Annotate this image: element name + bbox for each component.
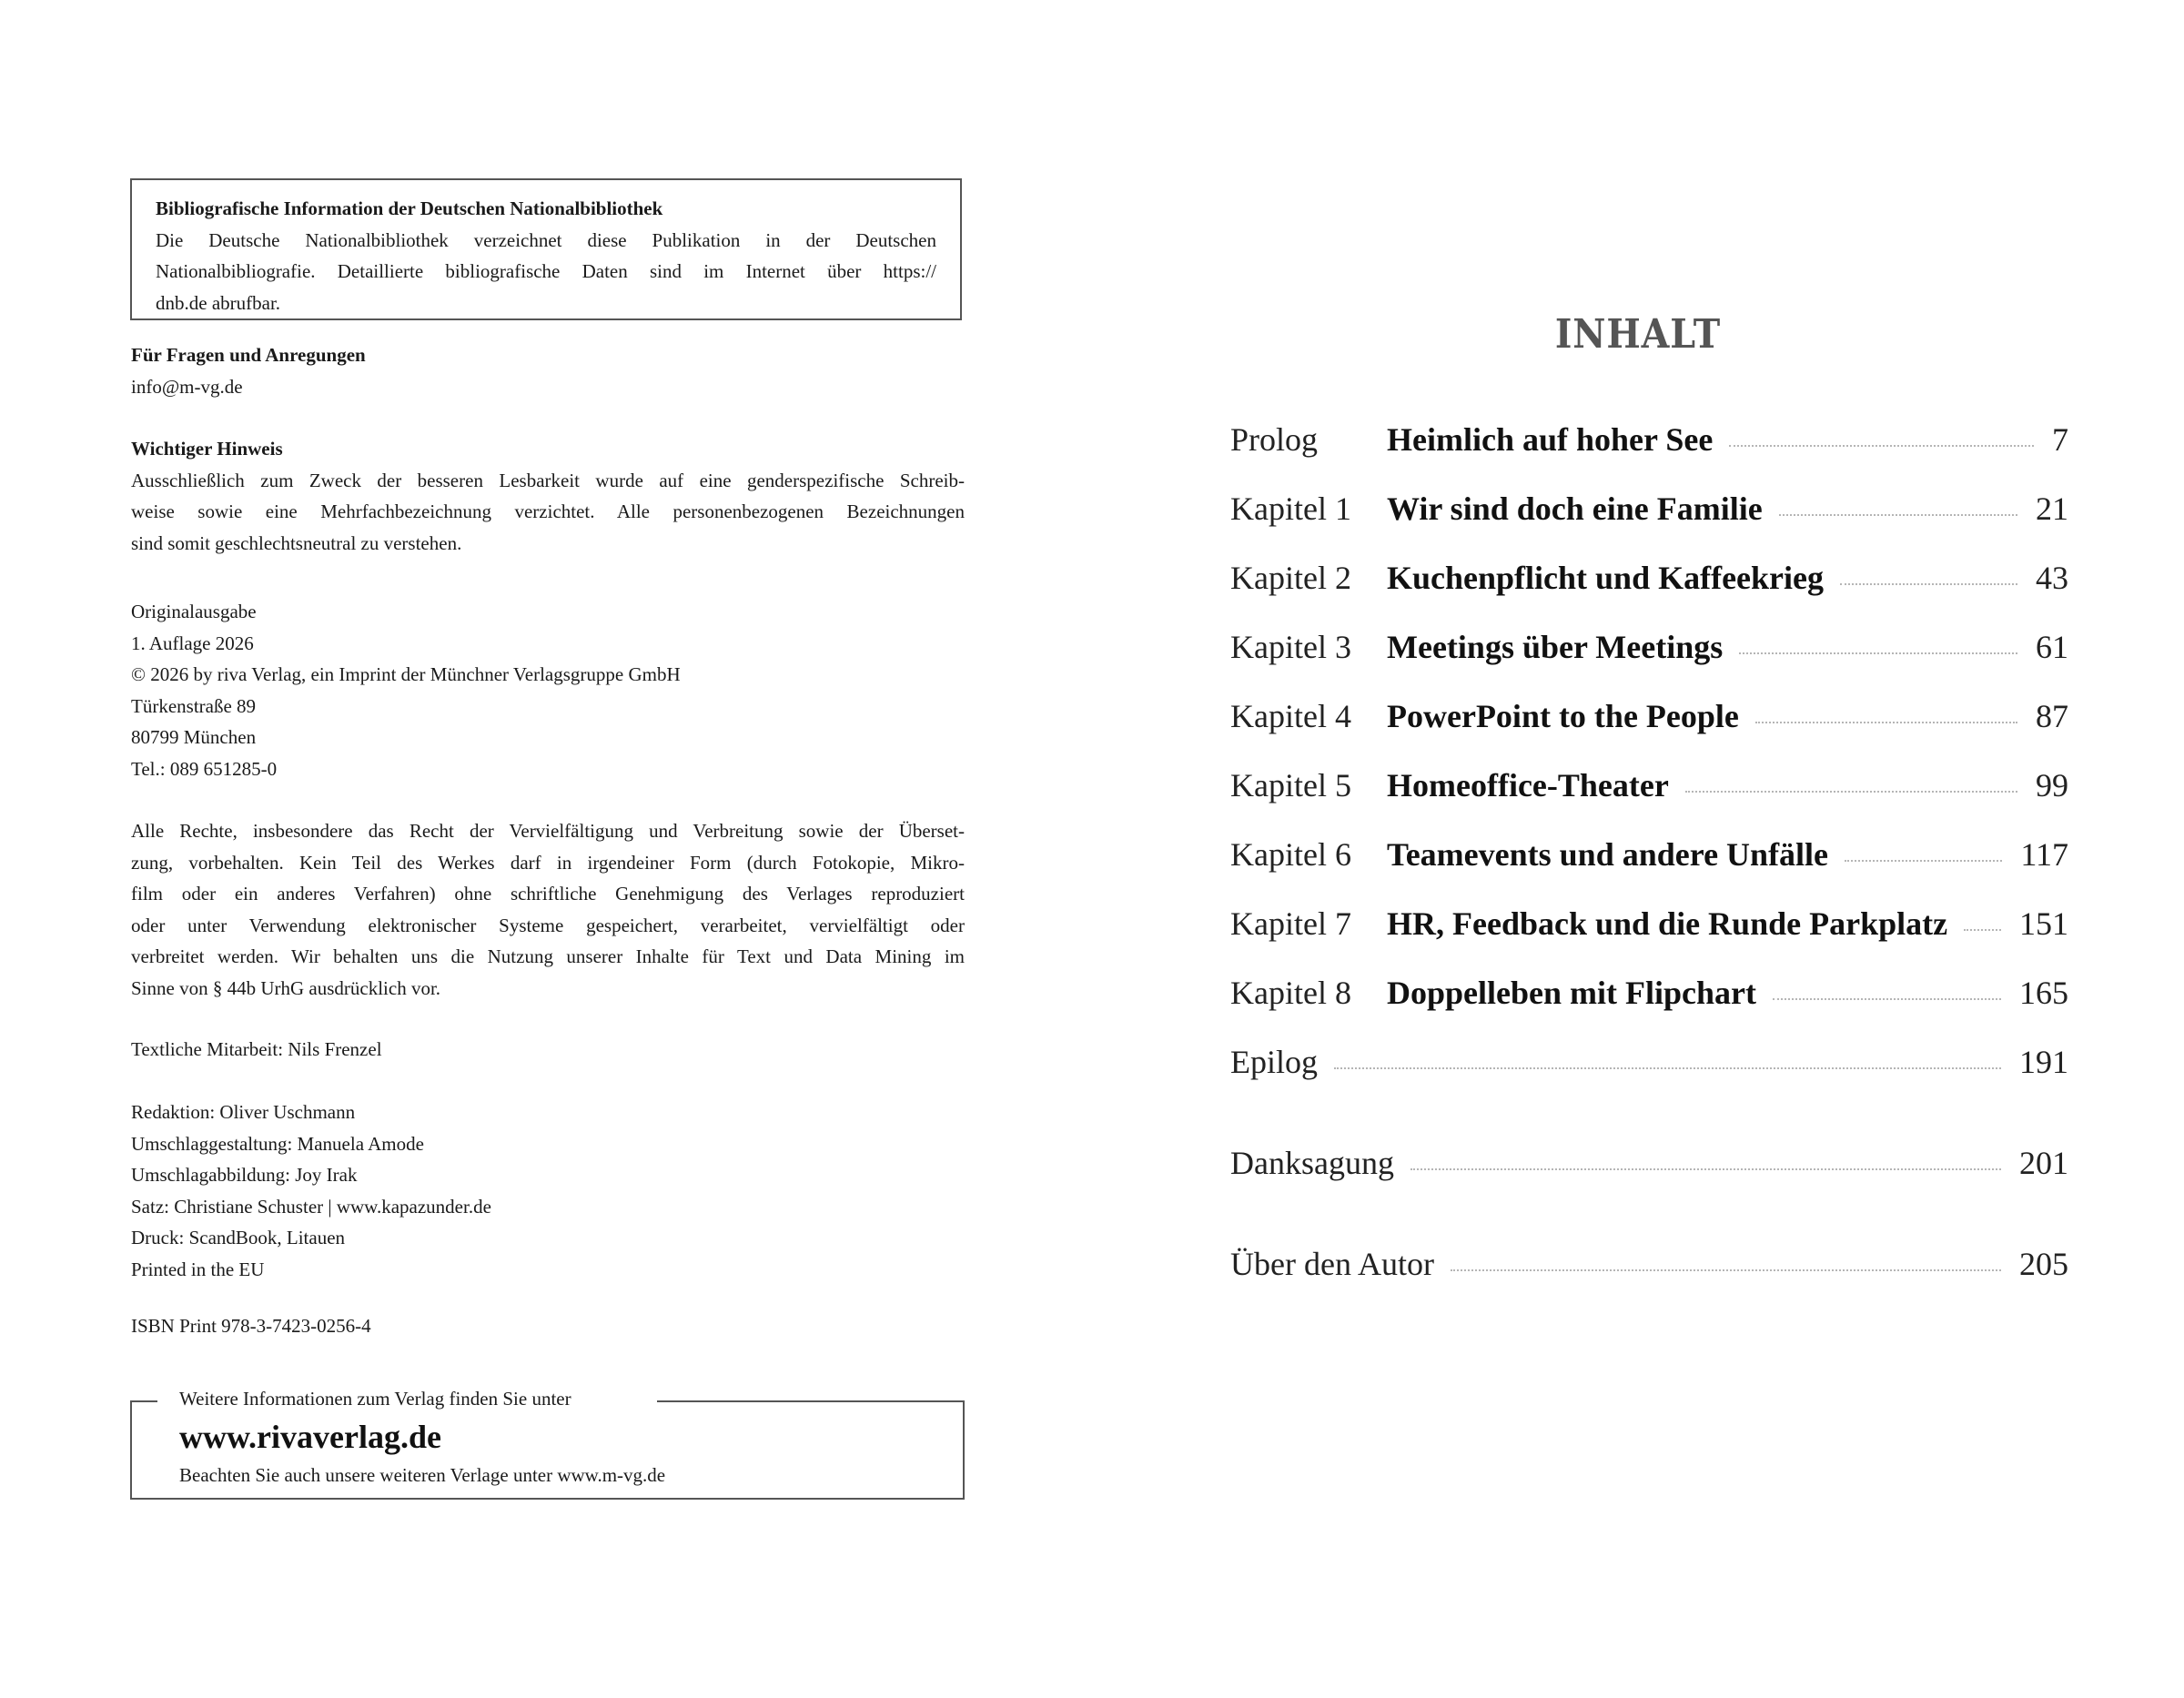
toc-entry-label: Epilog <box>1230 1044 1318 1080</box>
contact-heading: Für Fragen und Anregungen <box>131 344 366 366</box>
contact-section <box>131 339 965 402</box>
rights-line: Alle Rechte, insbesondere das Recht der Vervielfältigung und Verbreitung sowie der Überset- <box>131 820 965 842</box>
dotted-leader <box>1773 996 2001 1000</box>
toc-entry-page: 43 <box>2036 560 2068 596</box>
edition-section <box>131 596 965 784</box>
rights-line: oder unter Verwendung elektronischer Systeme gespeichert, verarbeitet, vervielfältigt oder <box>131 914 965 936</box>
toc-entry-label: Über den Autor <box>1230 1246 1434 1282</box>
dotted-leader <box>1685 789 2017 793</box>
dotted-leader <box>1964 927 2001 931</box>
dotted-leader <box>1334 1066 2001 1069</box>
toc-entry-page: 99 <box>2036 767 2068 804</box>
dotted-leader <box>1451 1268 2001 1271</box>
edition-line: 1. Auflage 2026 <box>131 632 254 654</box>
notice-heading: Wichtiger Hinweis <box>131 438 283 460</box>
toc-entry-label: Kapitel 3 <box>1230 629 1351 665</box>
toc-entry-page: 201 <box>2019 1145 2068 1181</box>
toc-entry-page: 165 <box>2019 975 2068 1011</box>
toc-entry-page: 87 <box>2036 698 2068 734</box>
toc-entry[interactable] <box>1230 420 2068 466</box>
toc-entry-title: HR, Feedback und die Runde Parkplatz <box>1387 905 1948 942</box>
toc-entry[interactable] <box>1230 697 2068 743</box>
toc-entry[interactable] <box>1230 490 2068 535</box>
credits-section <box>131 1097 965 1285</box>
box-border-segment <box>657 1400 965 1402</box>
bibliographic-info-line: dnb.de abrufbar. <box>156 291 281 314</box>
toc-entry[interactable] <box>1230 1245 2068 1290</box>
toc-entry-title: Heimlich auf hoher See <box>1387 421 1714 458</box>
toc-entry-page: 61 <box>2036 629 2068 665</box>
rights-section <box>131 815 965 1004</box>
credit-line: Satz: Christiane Schuster | www.kapazunder.de <box>131 1195 491 1218</box>
toc-entry[interactable] <box>1230 628 2068 673</box>
toc-entry[interactable] <box>1230 974 2068 1019</box>
toc-entry-page: 21 <box>2036 490 2068 527</box>
rights-line: Sinne von § 44b UrhG ausdrücklich vor. <box>131 976 441 999</box>
dotted-leader <box>1729 443 2034 447</box>
dotted-leader <box>1755 720 2017 723</box>
notice-line: weise sowie eine Mehrfachbezeichnung verzichtet. Alle personenbezogenen Bezeichnungen <box>131 500 965 522</box>
toc-entry-label: Kapitel 5 <box>1230 767 1351 804</box>
notice-section <box>131 433 965 559</box>
toc-entry-page: 7 <box>2052 421 2068 458</box>
toc-entry[interactable] <box>1230 1043 2068 1088</box>
toc-entry[interactable] <box>1230 835 2068 881</box>
publisher-web-box <box>130 1388 965 1500</box>
credit-line: Umschlaggestaltung: Manuela Amode <box>131 1132 424 1155</box>
edition-line: Originalausgabe <box>131 601 257 622</box>
web-box-legend: Weitere Informationen zum Verlag finden Sie unter <box>179 1388 571 1410</box>
toc-entry-label: Kapitel 1 <box>1230 490 1351 527</box>
address-city: 80799 München <box>131 726 257 748</box>
toc-entry-title: Kuchenpflicht und Kaffeekrieg <box>1387 560 1825 596</box>
isbn-section <box>131 1310 965 1342</box>
toc-entry[interactable] <box>1230 1144 2068 1189</box>
rights-line: zung, vorbehalten. Kein Teil des Werkes darf in irgendeiner Form (durch Fotokopie, Mikro- <box>131 851 965 874</box>
toc-entry-title: Teamevents und andere Unfälle <box>1387 836 1829 873</box>
toc-entry-page: 191 <box>2019 1044 2068 1080</box>
copyright-line: © 2026 by riva Verlag, ein Imprint der Münchner Verlagsgruppe GmbH <box>131 663 681 685</box>
toc-entry[interactable] <box>1230 559 2068 604</box>
bibliographic-info-line: Nationalbibliografie. Detaillierte bibliografische Daten sind im Internet über https:// <box>156 260 936 282</box>
collaboration-line: Textliche Mitarbeit: Nils Frenzel <box>131 1038 382 1060</box>
credit-line: Printed in the EU <box>131 1258 265 1280</box>
toc-entry-label: Kapitel 8 <box>1230 975 1351 1011</box>
toc-entry-title: Meetings über Meetings <box>1387 629 1724 665</box>
dotted-leader <box>1779 512 2017 516</box>
toc-entry-title: Homeoffice-Theater <box>1387 767 1669 804</box>
toc-entry-page: 117 <box>2020 836 2068 873</box>
toc-entry-title: PowerPoint to the People <box>1387 698 1739 734</box>
toc-entry-label: Kapitel 4 <box>1230 698 1351 734</box>
bibliographic-info-line: Die Deutsche Nationalbibliothek verzeichnet diese Publikation in der Deutschen <box>156 228 936 251</box>
toc-entry-page: 205 <box>2019 1246 2068 1282</box>
rights-line: film oder ein anderes Verfahren) ohne schriftliche Genehmigung des Verlages reproduziert <box>131 883 965 905</box>
toc-heading: INHALT <box>1554 311 1722 358</box>
contact-email: info@m-vg.de <box>131 375 243 398</box>
collaboration-section <box>131 1034 965 1066</box>
publisher-url-link[interactable]: www.rivaverlag.de <box>179 1419 441 1455</box>
web-box-note: Beachten Sie auch unsere weiteren Verlage unter www.m-vg.de <box>179 1464 666 1486</box>
bibliographic-info-heading: Bibliografische Information der Deutschen Nationalbibliothek <box>156 197 663 219</box>
dotted-leader <box>1840 581 2017 585</box>
address-street: Türkenstraße 89 <box>131 694 257 717</box>
toc-entry-title: Doppelleben mit Flipchart <box>1387 975 1756 1011</box>
notice-line: sind somit geschlechtsneutral zu verstehen. <box>131 531 462 554</box>
notice-line: Ausschließlich zum Zweck der besseren Lesbarkeit wurde auf eine genderspezifische Schreib- <box>131 469 965 491</box>
dotted-leader <box>1739 651 2017 654</box>
toc-entry-label: Danksagung <box>1230 1145 1394 1181</box>
toc-entry-label: Prolog <box>1230 421 1319 458</box>
isbn: ISBN Print 978-3-7423-0256-4 <box>131 1315 371 1337</box>
toc-entry[interactable] <box>1230 905 2068 950</box>
box-border-segment <box>130 1400 157 1402</box>
phone-number: Tel.: 089 651285-0 <box>131 757 278 780</box>
toc-entry-page: 151 <box>2019 905 2068 942</box>
credit-line: Umschlagabbildung: Joy Irak <box>131 1164 358 1186</box>
toc-entry-title: Wir sind doch eine Familie <box>1387 490 1763 527</box>
bibliographic-info-box <box>130 178 962 320</box>
toc-entry-label: Kapitel 2 <box>1230 560 1351 596</box>
toc-entry-label: Kapitel 7 <box>1230 905 1351 942</box>
rights-line: verbreitet werden. Wir behalten uns die Nutzung unserer Inhalte für Text und Data Mining im <box>131 945 965 967</box>
dotted-leader <box>1410 1167 2001 1170</box>
toc-entry[interactable] <box>1230 766 2068 812</box>
credit-line: Druck: ScandBook, Litauen <box>131 1227 346 1248</box>
dotted-leader <box>1845 858 2002 862</box>
credit-line: Redaktion: Oliver Uschmann <box>131 1101 356 1123</box>
toc-entry-label: Kapitel 6 <box>1230 836 1351 873</box>
